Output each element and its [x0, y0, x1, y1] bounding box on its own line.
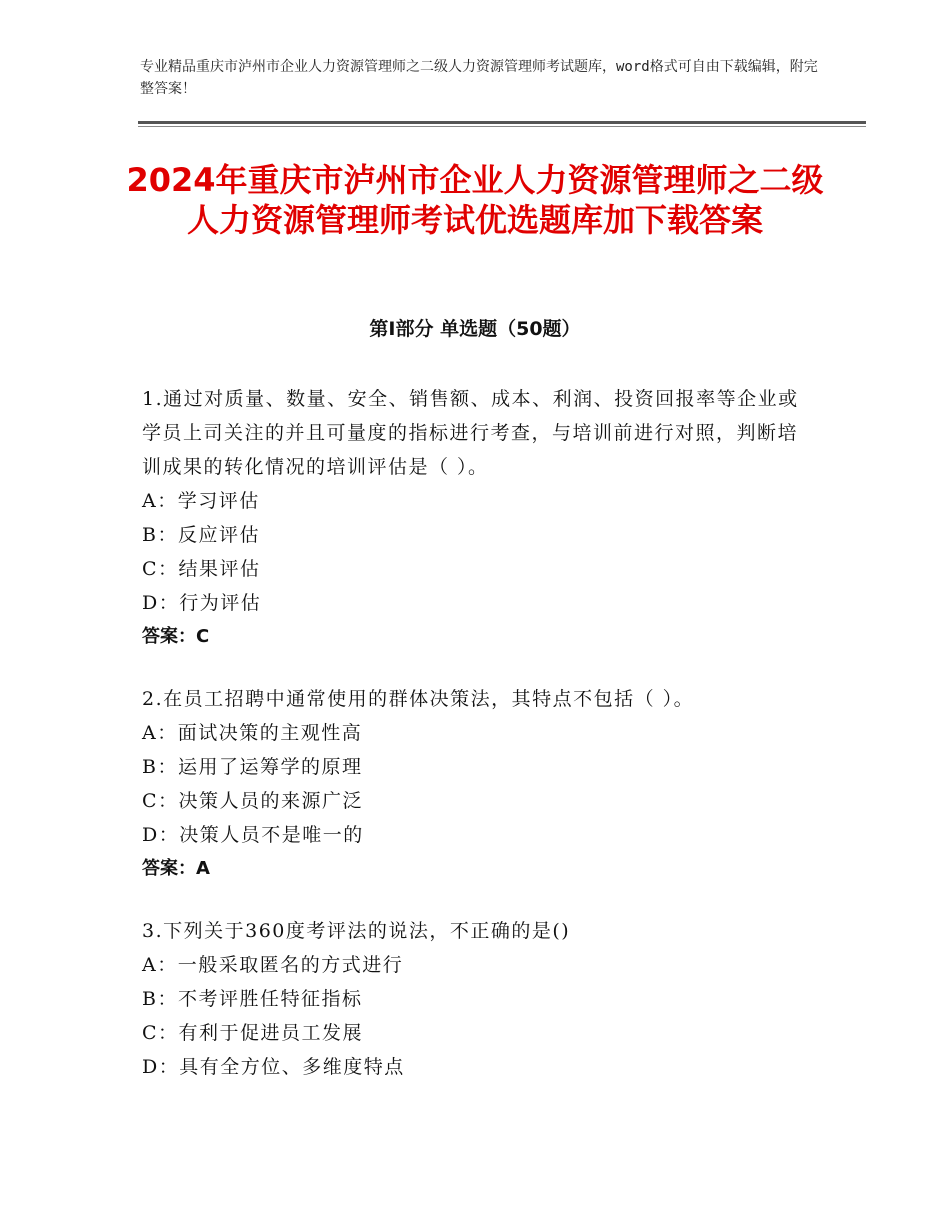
section-title: 第Ⅰ部分 单选题（50题）: [369, 318, 581, 340]
option-b: B：不考评胜任特征指标: [142, 988, 363, 1010]
option-b: B：运用了运筹学的原理: [142, 756, 363, 778]
option-c: C：有利于促进员工发展: [142, 1022, 364, 1044]
answer-line: 答案：C: [142, 626, 210, 647]
option-a: A：一般采取匿名的方式进行: [142, 954, 404, 976]
question-1: [142, 382, 812, 654]
option-c: C：结果评估: [142, 558, 261, 580]
header-note: 专业精品重庆市泸州市企业人力资源管理师之二级人力资源管理师考试题库，word格式可自由下载编辑，附完整答案！: [140, 59, 818, 97]
question-2: [142, 682, 812, 886]
question-3: [142, 914, 812, 1084]
header-divider-thin: [138, 126, 866, 127]
answer-line: 答案：A: [142, 858, 210, 879]
option-d: D：具有全方位、多维度特点: [142, 1056, 405, 1078]
header-divider-thick: [138, 121, 866, 124]
option-c: C：决策人员的来源广泛: [142, 790, 364, 812]
question-stem: 3.下列关于360度考评法的说法，不正确的是(): [142, 920, 571, 942]
question-stem: 1.通过对质量、数量、安全、销售额、成本、利润、投资回报率等企业或学员上司关注的并且可量度的指标进行考查，与培训前进行对照，判断培训成果的转化情况的培训评估是（ ）。: [142, 388, 799, 478]
document-title: 2024年重庆市泸州市企业人力资源管理师之二级人力资源管理师考试优选题库加下载答案: [126, 161, 824, 239]
question-list: [142, 382, 812, 1112]
option-a: A：面试决策的主观性高: [142, 722, 363, 744]
option-d: D：决策人员不是唯一的: [142, 824, 364, 846]
option-a: A：学习评估: [142, 490, 260, 512]
option-b: B：反应评估: [142, 524, 260, 546]
option-d: D：行为评估: [142, 592, 262, 614]
question-stem: 2.在员工招聘中通常使用的群体决策法，其特点不包括（ ）。: [142, 688, 695, 710]
